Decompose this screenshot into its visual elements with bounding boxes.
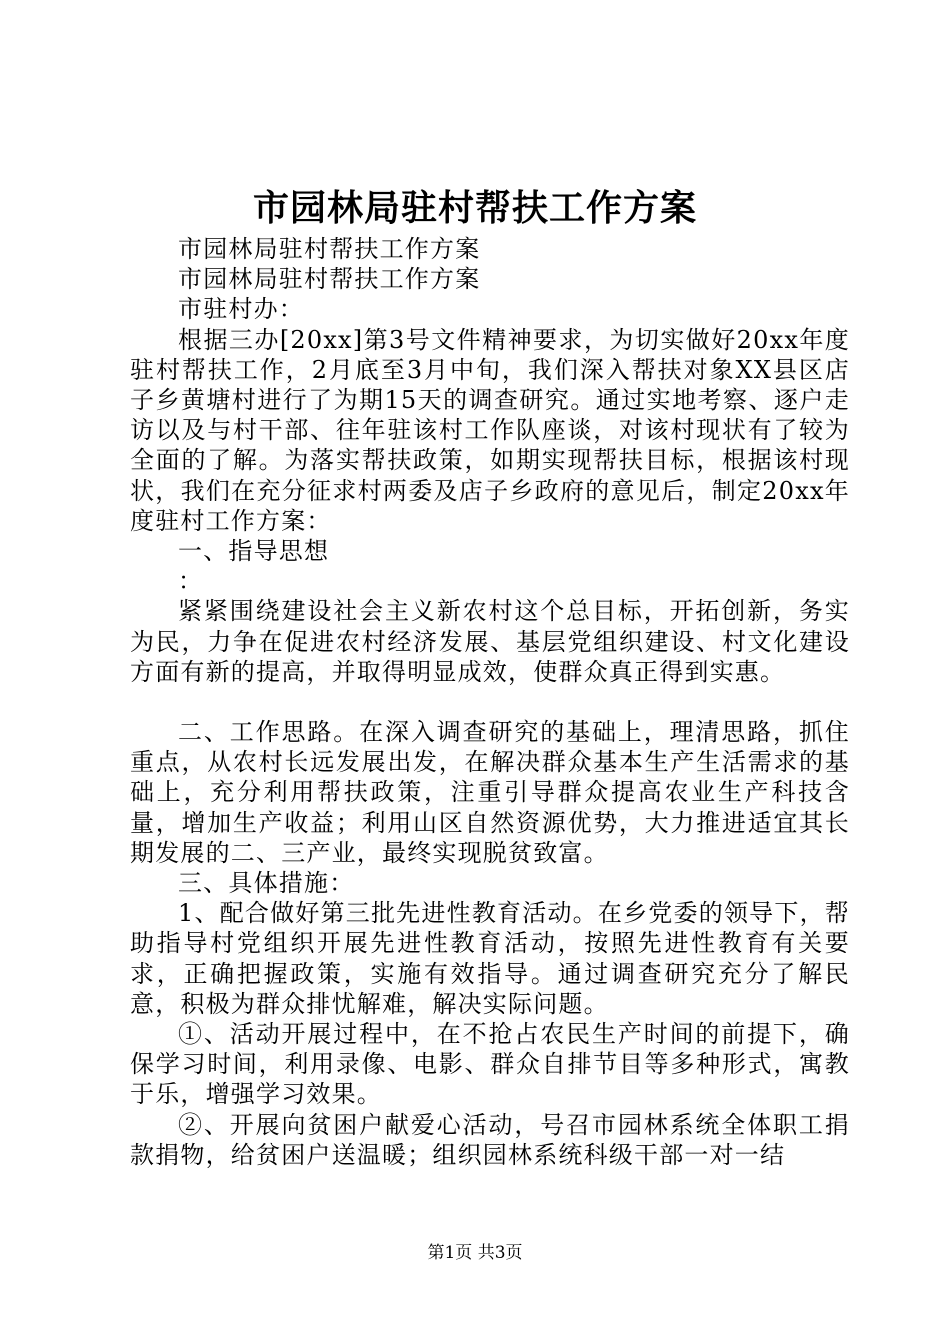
heading-measures: 三、具体措施：	[178, 869, 355, 898]
paragraph-guiding-thought: 紧紧围绕建设社会主义新农村这个总目标，开拓创新，务实为民，力争在促进农村经济发展、基层党组织建设、村文化建设方面有新的提高，并取得明显成效，使群众真正得到实惠。	[130, 597, 850, 686]
paragraph-measure-1: 1、配合做好第三批先进性教育活动。在乡党委的领导下，帮助指导村党组织开展先进性教育活动，按照先进性教育有关要求，正确把握政策，实施有效指导。通过调查研究充分了解民意，积极为群众排忧解难，解决实际问题。	[130, 899, 850, 1018]
paragraph-measure-1-a: ①、活动开展过程中，在不抢占农民生产时间的前提下，确保学习时间，利用录像、电影、群众自排节目等多种形式，寓教于乐，增强学习效果。	[130, 1020, 850, 1109]
paragraph-subtitle-2: 市园林局驻村帮扶工作方案	[178, 265, 481, 294]
paragraph-measure-1-b: ②、开展向贫困户献爱心活动，号召市园林系统全体职工捐款捐物，给贫困户送温暖；组织园林系统科级干部一对一结	[130, 1110, 850, 1169]
paragraph-addressee: 市驻村办：	[178, 295, 304, 324]
paragraph-work-approach: 二、工作思路。在深入调查研究的基础上，理清思路，抓住重点，从农村长远发展出发，在解决群众基本生产生活需求的基础上，充分利用帮扶政策，注重引导群众提高农业生产科技含量，增加生产收益；利用山区自然资源优势，大力推进适宜其长期发展的二、三产业，最终实现脱贫致富。	[130, 718, 850, 867]
paragraph-colon: ：	[178, 567, 204, 596]
heading-guiding-thought: 一、指导思想	[178, 537, 330, 566]
paragraph-subtitle-1: 市园林局驻村帮扶工作方案	[178, 235, 481, 263]
page-footer: 第1页 共3页	[427, 1243, 523, 1263]
document-body	[130, 234, 850, 1170]
document-title: 市园林局驻村帮扶工作方案	[252, 187, 697, 229]
paragraph-intro: 根据三办[20xx]第3号文件精神要求，为切实做好20xx年度驻村帮扶工作，2月底至3月中旬，我们深入帮扶对象XX县区店子乡黄塘村进行了为期15天的调查研究。通过实地考察、逐户走访以及与村干部、往年驻该村工作队座谈，对该村现状有了较为全面的了解。为落实帮扶政策，如期实现帮扶目标，根据该村现状，我们在充分征求村两委及店子乡政府的意见后，制定20xx年度驻村工作方案：	[130, 325, 850, 535]
